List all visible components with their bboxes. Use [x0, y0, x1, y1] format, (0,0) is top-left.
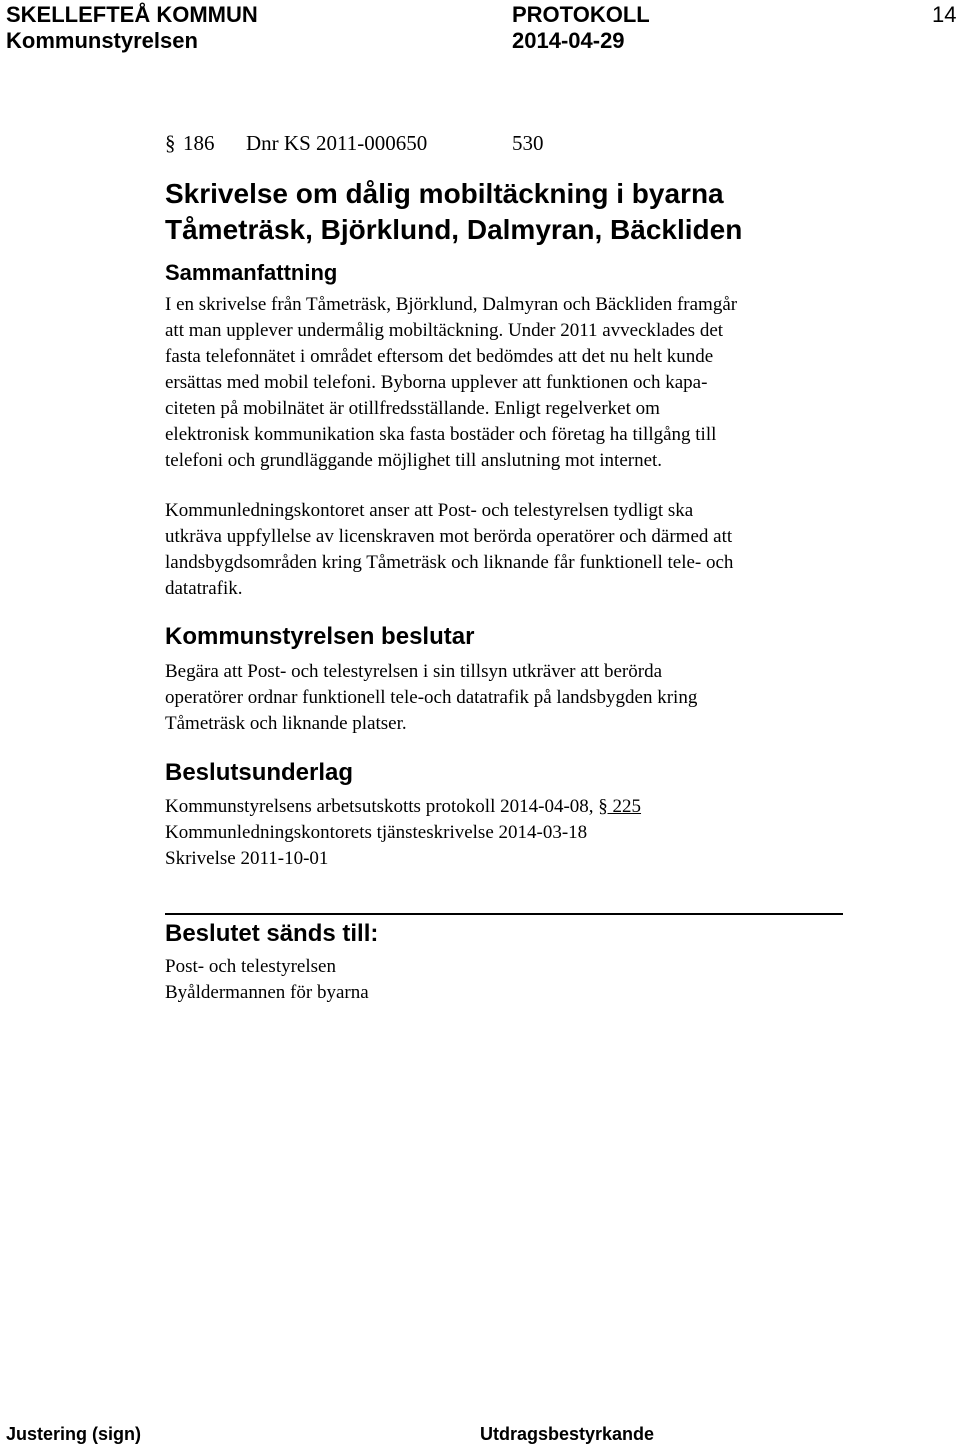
document-type: PROTOKOLL: [512, 2, 650, 27]
text-line: landsbygdsområden kring Tåmeträsk och liknande får funktionell tele- och: [165, 552, 734, 573]
text-line: datatrafik.: [165, 578, 243, 599]
page-number: 14: [932, 2, 957, 27]
section-divider: [165, 913, 843, 915]
text-line: ersättas med mobil telefoni. Byborna upplever att funktionen och kapa-: [165, 372, 708, 393]
summary-heading: Sammanfattning: [165, 260, 338, 285]
basis-item-1-section-link[interactable]: § 225: [598, 796, 642, 817]
footer-signature-label: Justering (sign): [6, 1424, 142, 1444]
distribution-heading: Beslutet sänds till:: [165, 920, 379, 947]
text-line: telefoni och grundläggande möjlighet till anslutning mot internet.: [165, 450, 663, 471]
decision-heading: Kommunstyrelsen beslutar: [165, 623, 475, 650]
basis-item-2: Kommunledningskontorets tjänsteskrivelse 2014-03-18: [165, 822, 588, 843]
recipient-item: Post- och telestyrelsen: [165, 956, 336, 977]
diary-number: Dnr KS 2011-000650: [246, 131, 428, 155]
recipient-item: Byåldermannen för byarna: [165, 982, 369, 1003]
page-title-line-2: Tåmeträsk, Björklund, Dalmyran, Bäckliden: [165, 214, 743, 245]
text-line: fasta telefonnätet i området eftersom det bedömdes att det nu helt kunde: [165, 346, 714, 367]
basis-item-3: Skrivelse 2011-10-01: [165, 848, 329, 869]
text-line: att man upplever undermålig mobiltäckning. Under 2011 avvecklades det: [165, 320, 724, 341]
basis-item-1: [165, 794, 641, 820]
committee-name: Kommunstyrelsen: [6, 28, 198, 53]
text-line: Tåmeträsk och liknande platser.: [165, 713, 407, 734]
footer-certification-label: Utdragsbestyrkande: [480, 1424, 655, 1444]
basis-item-1-text: Kommunstyrelsens arbetsutskotts protokoll 2014-04-08,: [165, 796, 599, 817]
text-line: utkräva uppfyllelse av licenskraven mot berörda operatörer och därmed att: [165, 526, 733, 547]
text-line: Begära att Post- och telestyrelsen i sin tillsyn utkräver att berörda: [165, 661, 663, 682]
text-line: Kommunledningskontoret anser att Post- och telestyrelsen tydligt ska: [165, 500, 694, 521]
text-line: operatörer ordnar funktionell tele-och datatrafik på landsbygden kring: [165, 687, 698, 708]
case-classification: 530: [512, 131, 544, 155]
section-symbol: §: [165, 131, 176, 155]
text-line: citeten på mobilnätet är otillfredsställande. Enligt regelverket om: [165, 398, 660, 419]
municipality-name: SKELLEFTEÅ KOMMUN: [6, 2, 258, 27]
text-line: elektronisk kommunikation ska fasta bostäder och företag ha tillgång till: [165, 424, 717, 445]
meeting-date: 2014-04-29: [512, 28, 625, 53]
basis-heading: Beslutsunderlag: [165, 759, 354, 786]
text-line: I en skrivelse från Tåmeträsk, Björklund, Dalmyran och Bäckliden framgår: [165, 294, 738, 315]
page-title-line-1: Skrivelse om dålig mobiltäckning i byarna: [165, 178, 724, 209]
section-number: 186: [183, 131, 215, 155]
